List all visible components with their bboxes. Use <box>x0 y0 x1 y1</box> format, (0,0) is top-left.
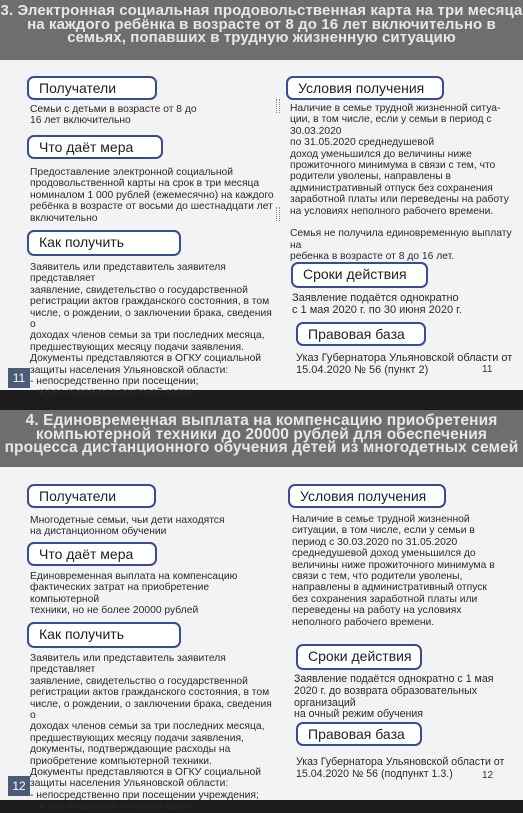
how-label: Как получить <box>27 230 181 256</box>
what-text: Единовременная выплата на компенсацию фактических затрат на приобретение компьютерной техники, но не более 20000 рублей <box>30 571 238 617</box>
recipients-label: Получатели <box>27 76 157 100</box>
legal-label: Правовая база <box>296 722 422 746</box>
page-number: 11 <box>482 364 493 375</box>
term-label: Сроки действия <box>291 262 428 288</box>
page-badge: 11 <box>8 368 30 388</box>
slide-4 <box>0 410 523 813</box>
how-text: Заявитель или представитель заявителя представляет заявление, свидетельство о государственной регистрации актов гражданского состояния, в том числе, о рождении, о заключении брака, сведения о доходах членов семьи за три последних месяца, предшествующих месяцу подачи заявления, документы, подтверждающие расходы на приобретение компьютерной техники. Документы представляются в ОГКУ социальной защиты населения Ульяновской области: - непосредственно при посещении учреждения; - через оператора почтовой связи. <box>30 653 272 813</box>
legal-text: Указ Губернатора Ульяновской области от 15.04.2020 № 56 (подпункт 1.3.) <box>296 756 505 780</box>
page-number: 12 <box>482 770 494 781</box>
column-divider <box>276 207 280 221</box>
how-label: Как получить <box>27 622 181 648</box>
conditions-label: Условия получения <box>288 484 446 508</box>
term-label: Сроки действия <box>296 644 422 670</box>
legal-text: Указ Губернатора Ульяновской области от 15.04.2020 № 56 (пункт 2) <box>296 352 513 376</box>
term-text: Заявление подаётся однократно с 1 мая 2020 г. по 30 июня 2020 г. <box>292 292 462 316</box>
column-divider <box>276 99 280 113</box>
page-badge: 12 <box>8 776 30 796</box>
conditions-text: Наличие в семье трудной жизненной ситуации, в том числе, если у семьи в период с 30.03.2020 по 31.05.2020 среднедушевой доход уменьшился до величины ниже прожиточного минимума в связи с тем, что родители уволены, направлены в административный отпуск без сохранения заработной платы или переведены на работу на условиях неполного рабочего времени. <box>292 514 495 628</box>
what-text: Предоставление электронной социальной продовольственной карты на срок в три месяца номиналом 1 000 рублей (ежемесячно) на каждого ребёнка в возрасте от восьми до шестнадцати лет включительно <box>30 167 274 224</box>
recipients-label: Получатели <box>27 484 156 508</box>
legal-label: Правовая база <box>296 322 426 346</box>
recipients-text: Семьи с детьми в возрасте от 8 до 16 лет включительно <box>30 104 197 127</box>
slide-title: 4. Единовременная выплата на компенсацию приобретения компьютерной техники до 20000 рублей для обеспечения процесса дистанционного обучения детей из многодетных семей <box>0 410 523 467</box>
slide-3 <box>0 0 523 399</box>
recipients-text: Многодетные семьи, чьи дети находятся на дистанционном обучении <box>30 515 225 538</box>
term-text: Заявление подаётся однократно с 1 мая 2020 г. до возврата образовательных организаций на очный режим обучения <box>294 673 494 721</box>
what-label: Что даёт мера <box>27 542 157 566</box>
what-label: Что даёт мера <box>27 135 163 159</box>
slide-title: 3. Электронная социальная продовольственная карта на три месяца на каждого ребёнка в возрасте от 8 до 16 лет включительно в семьях, попавших в трудную жизненную ситуацию <box>0 0 523 60</box>
conditions-text: Наличие в семье трудной жизненной ситуа- ции, в том числе, если у семьи в период с 30.03.2020 по 31.05.2020 среднедушевой доход уменьшился до величины ниже прожиточного минимума в связи с тем, что родители уволены, направлены в административный отпуск без сохранения заработной платы или переведены на работу на условиях неполного рабочего времени. Семья не получила единовременную выплату на ребенка в возрасте от 8 до 16 лет. <box>290 103 512 263</box>
conditions-label: Условия получения <box>286 76 444 100</box>
how-text: Заявитель или представитель заявителя представляет заявление, свидетельство о государственной регистрации актов гражданского состояния, в том числе, о рождении, о заключении брака, сведения о доходах членов семьи за три последних месяца, предшествующих месяцу подачи заявления. Документы представляются в ОГКУ социальной защиты населения Ульяновской области: - непосредственно при посещении; - через оператора почтовой связи. <box>30 262 272 399</box>
